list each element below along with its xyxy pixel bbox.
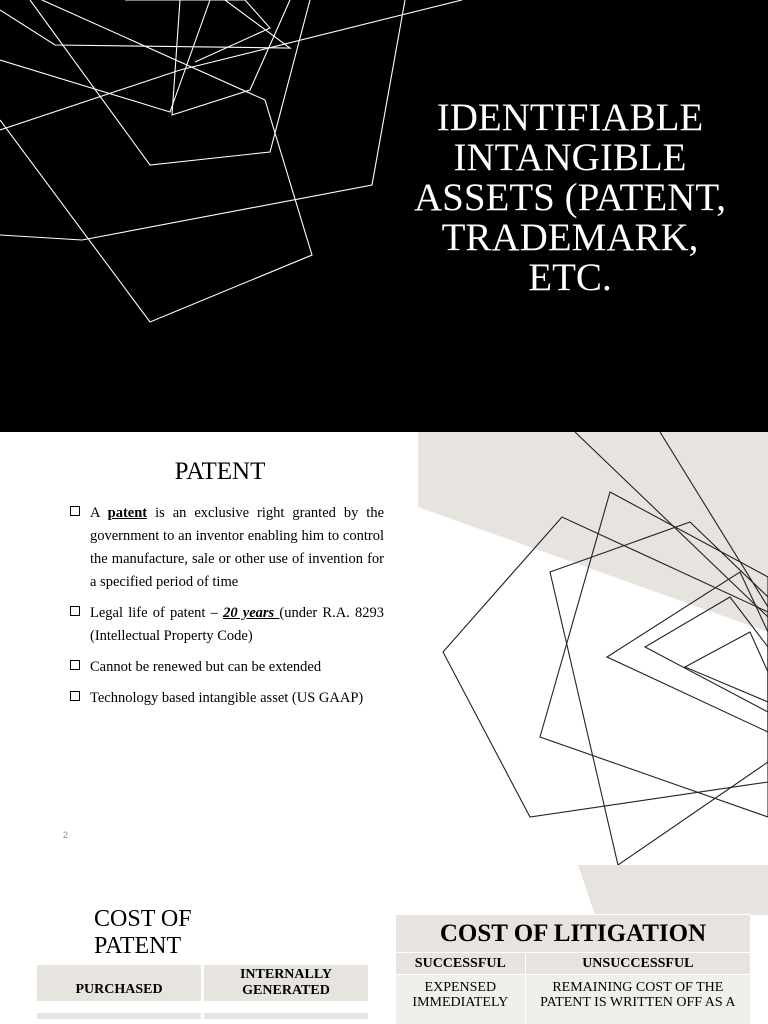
keyword-patent: patent: [107, 505, 148, 521]
header-unsuccessful: UNSUCCESSFUL: [525, 953, 750, 975]
slide-title: IDENTIFIABLE INTANGIBLE ASSETS (PATENT, TRADEMARK, ETC.: [413, 96, 727, 299]
checkbox-bullet-icon: [70, 691, 80, 701]
slide-title: COST OF PATENT: [94, 906, 192, 959]
slide-title: PATENT: [174, 458, 266, 485]
cost-of-litigation-table: [395, 914, 751, 1024]
litigation-title: COST OF LITIGATION: [396, 915, 751, 953]
header-purchased: PURCHASED: [37, 965, 201, 1001]
header-internally-generated: INTERNALLY GENERATED: [204, 965, 368, 1001]
keyword-20-years: 20 years: [223, 605, 280, 621]
checkbox-bullet-icon: [70, 606, 80, 616]
table-cell: [204, 1013, 368, 1019]
cell-unsuccessful: REMAINING COST OF THE PATENT IS WRITTEN OFF AS A: [525, 975, 750, 1024]
patent-slide: [0, 432, 768, 865]
cost-of-patent-table: [34, 965, 371, 1019]
table-cell: [37, 1013, 201, 1019]
title-slide: [0, 0, 768, 432]
checkbox-bullet-icon: [70, 506, 80, 516]
checkbox-bullet-icon: [70, 660, 80, 670]
patent-bullet-list: [68, 502, 384, 718]
list-item: Cannot be renewed but can be extended: [68, 656, 384, 679]
page-number: 2: [63, 830, 69, 840]
list-item: Technology based intangible asset (US GAAP): [68, 687, 384, 710]
cell-successful: EXPENSED IMMEDIATELY: [396, 975, 526, 1024]
list-item: A patent is an exclusive right granted by the government to an inventor enabling him to control the manufacture, sale or other use of invention for a specified period of time: [68, 502, 384, 594]
cost-of-patent-slide: [0, 865, 768, 1024]
header-successful: SUCCESSFUL: [396, 953, 526, 975]
list-item: Legal life of patent – 20 years (under R.A. 8293 (Intellectual Property Code): [68, 602, 384, 648]
